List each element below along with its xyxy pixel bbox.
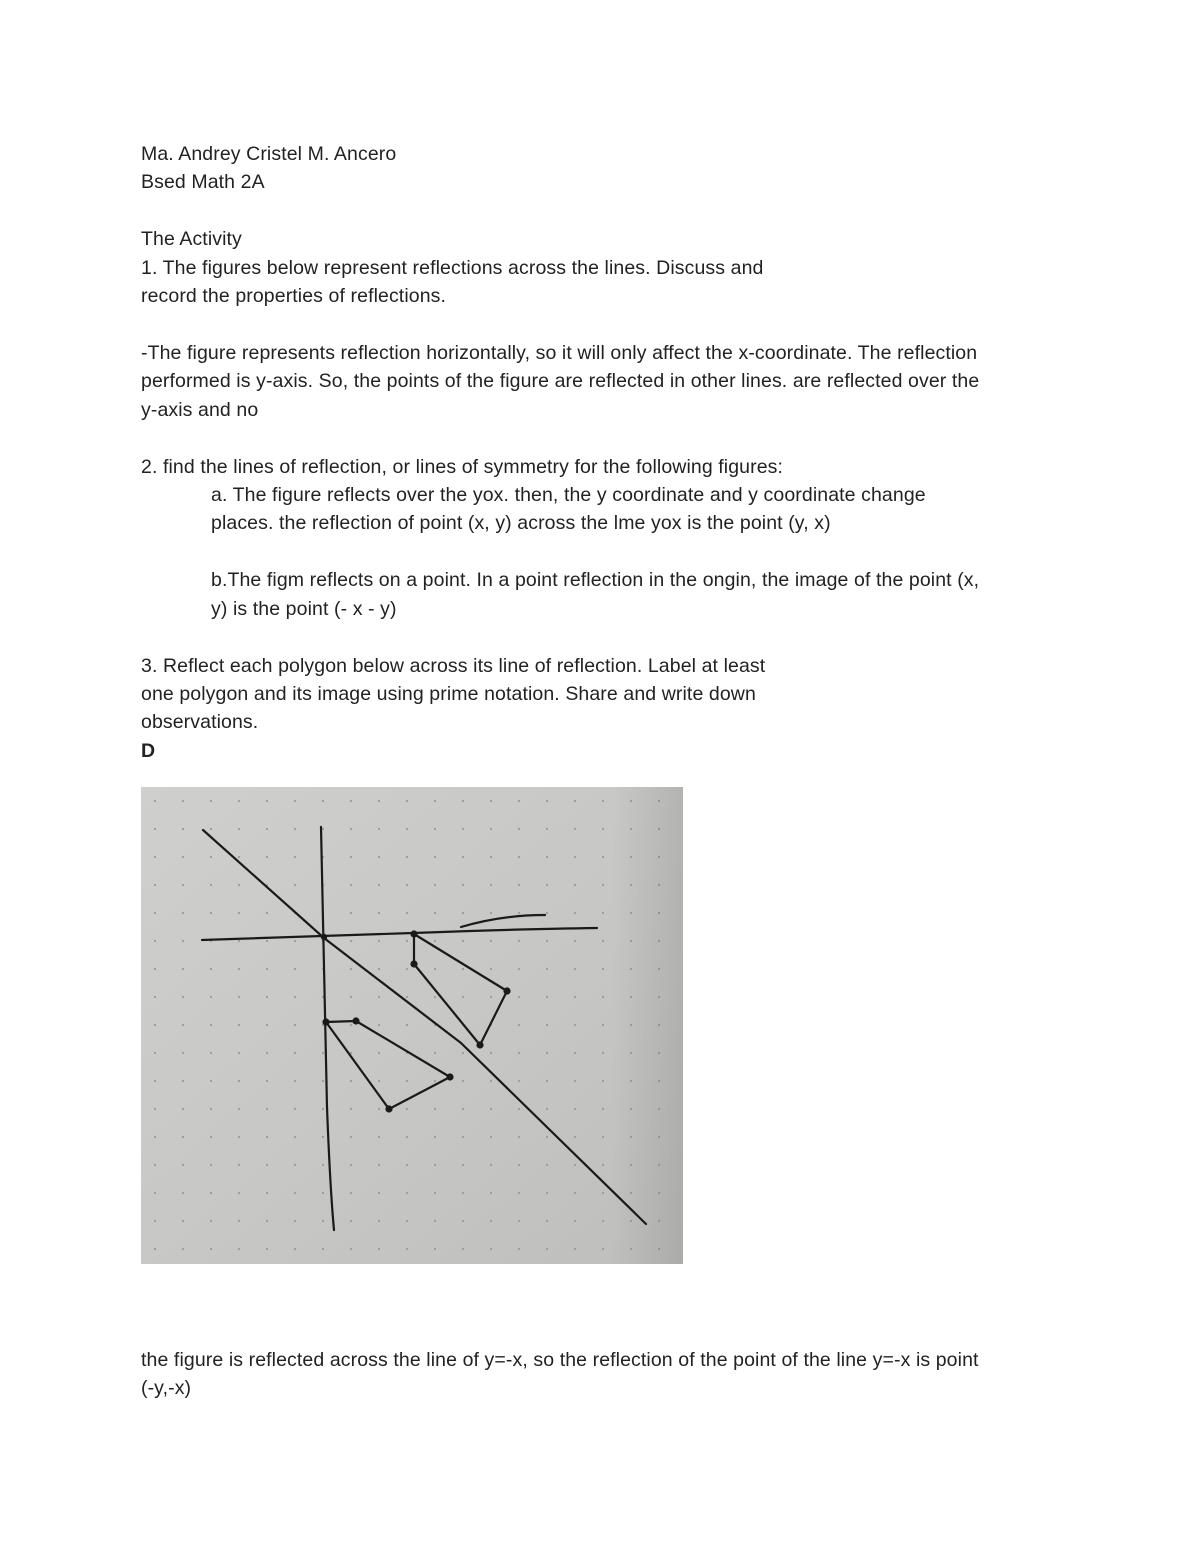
question-1-line-2: record the properties of reflections. bbox=[141, 285, 447, 307]
question-1-line-1: 1. The figures below represent reflections across the lines. Discuss and bbox=[141, 257, 764, 279]
conclusion-line-2: (-y,-x) bbox=[141, 1377, 192, 1399]
vertex-point bbox=[322, 1018, 329, 1025]
origin-point bbox=[321, 934, 327, 940]
answer-2b-line-1: b.The figm reflects on a point. In a point reflection in the ongin, the image of the point (x, bbox=[211, 569, 980, 591]
question-3-line-1: 3. Reflect each polygon below across its line of reflection. Label at least bbox=[141, 655, 766, 677]
question-3-line-3: observations. bbox=[141, 711, 259, 733]
figure-label: D bbox=[141, 740, 156, 762]
paper-shadow bbox=[611, 787, 683, 1264]
answer-1-line-1: -The figure represents reflection horizontally, so it will only affect the x-coordinate. The reflection bbox=[141, 342, 978, 364]
answer-2a-line-2: places. the reflection of point (x, y) across the lme yox is the point (y, x) bbox=[211, 512, 831, 534]
conclusion-line-1: the figure is reflected across the line of y=-x, so the reflection of the point of the line y=-x is point bbox=[141, 1349, 979, 1371]
vertex-point bbox=[446, 1073, 453, 1080]
vertex-point bbox=[410, 960, 417, 967]
answer-1-line-2: performed is y-axis. So, the points of the figure are reflected in other lines. are reflected over the bbox=[141, 370, 980, 392]
author-name: Ma. Andrey Cristel M. Ancero bbox=[141, 143, 397, 165]
vertex-point bbox=[410, 930, 417, 937]
answer-2b-line-2: y) is the point (- x - y) bbox=[211, 598, 397, 620]
answer-1-line-3: y-axis and no bbox=[141, 399, 259, 421]
vertex-point bbox=[385, 1105, 392, 1112]
question-2-line-1: 2. find the lines of reflection, or lines of symmetry for the following figures: bbox=[141, 456, 784, 478]
vertex-point bbox=[352, 1017, 359, 1024]
activity-title: The Activity bbox=[141, 228, 242, 250]
course-label: Bsed Math 2A bbox=[141, 171, 265, 193]
vertex-point bbox=[503, 987, 510, 994]
question-3-line-2: one polygon and its image using prime notation. Share and write down bbox=[141, 683, 756, 705]
answer-2a-line-1: a. The figure reflects over the yox. then, the y coordinate and y coordinate change bbox=[211, 484, 926, 506]
reflection-sketch-photo bbox=[141, 787, 683, 1264]
vertex-point bbox=[476, 1041, 483, 1048]
dot-grid bbox=[141, 787, 683, 1264]
